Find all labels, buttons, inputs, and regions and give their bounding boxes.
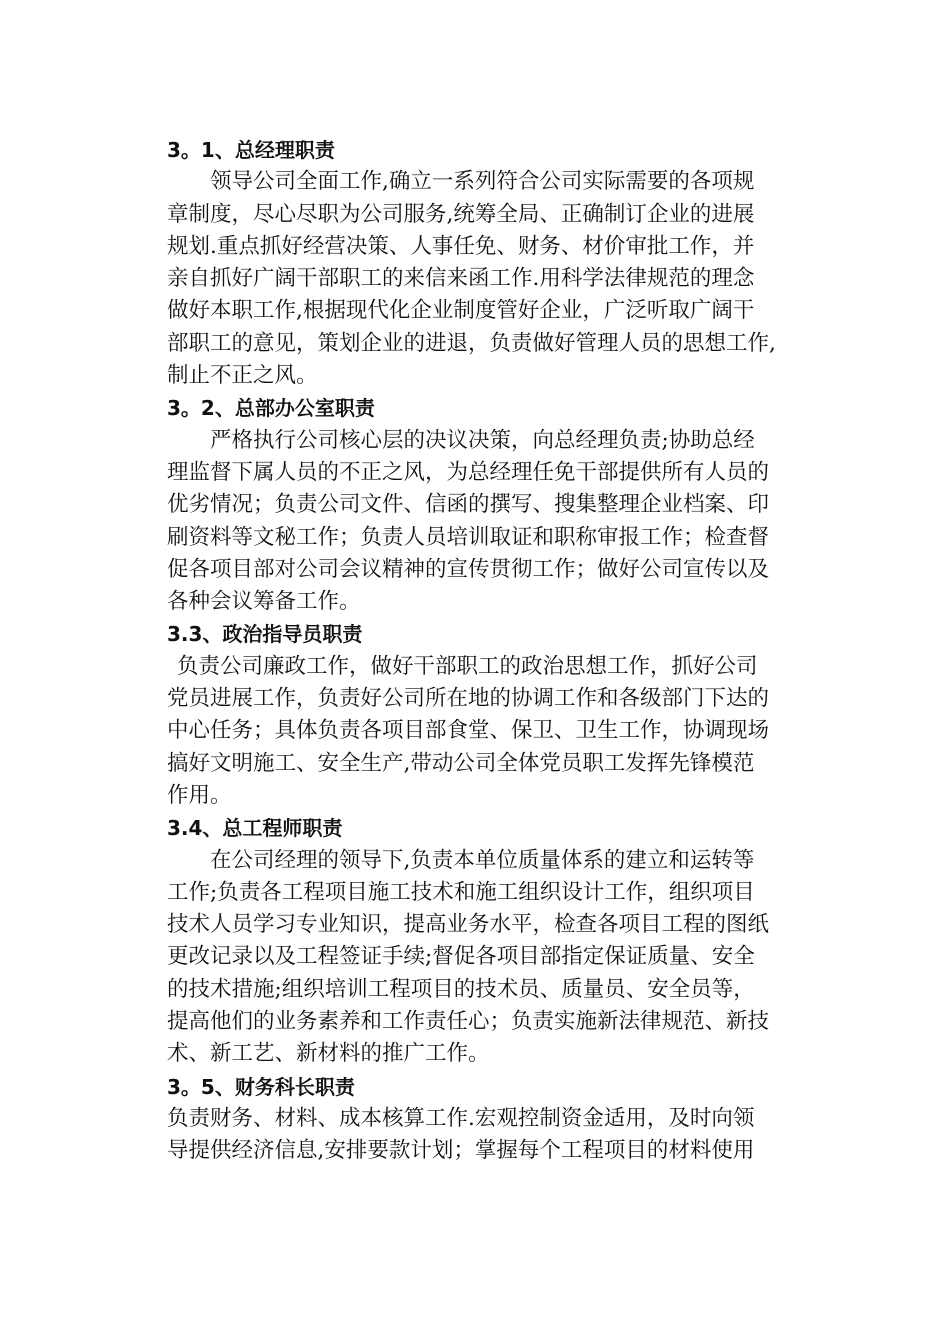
paragraph-line: 优劣情况；负责公司文件、信函的撰写、搜集整理企业档案、印 (167, 492, 770, 518)
paragraph-line: 工作;负责各工程项目施工技术和施工组织设计工作，组织项目 (167, 879, 755, 905)
section-finance-chief (167, 1071, 787, 1168)
paragraph-line: 导提供经济信息,安排要款计划；掌握每个工程项目的材料使用 (167, 1138, 755, 1164)
section-general-manager (167, 134, 787, 392)
paragraph-line: 部职工的意见，策划企业的进退，负责做好管理人员的思想工作, (167, 330, 776, 356)
paragraph-line: 作用。 (167, 782, 232, 808)
paragraph-line: 各种会议筹备工作。 (167, 589, 361, 615)
section-heading: 3。1、总经理职责 (167, 138, 335, 162)
paragraph-line: 领导公司全面工作,确立一系列符合公司实际需要的各项规 (210, 169, 755, 195)
paragraph-line: 术、新工艺、新材料的推广工作。 (167, 1041, 490, 1067)
section-head-office (167, 392, 787, 618)
paragraph-line: 提高他们的业务素养和工作责任心；负责实施新法律规范、新技 (167, 1009, 770, 1035)
section-heading: 3.3、政治指导员职责 (167, 622, 363, 647)
paragraph-line: 刷资料等文秘工作；负责人员培训取证和职称审报工作；检查督 (167, 524, 770, 550)
section-heading: 3。5、财务科长职责 (167, 1074, 355, 1099)
paragraph-line: 制止不正之风。 (167, 363, 318, 389)
paragraph-line: 更改记录以及工程签证手续;督促各项目部指定保证质量、安全 (167, 944, 755, 970)
paragraph-line: 做好本职工作,根据现代化企业制度管好企业，广泛听取广阔干 (167, 298, 755, 324)
section-political-instructor (167, 618, 787, 812)
paragraph-line: 的技术措施;组织培训工程项目的技术员、质量员、安全员等， (167, 976, 755, 1002)
paragraph-line: 中心任务；具体负责各项目部食堂、保卫、卫生工作，协调现场 (167, 718, 770, 744)
section-heading: 3。2、总部办公室职责 (167, 396, 375, 421)
paragraph-line: 促各项目部对公司会议精神的宣传贯彻工作；做好公司宣传以及 (167, 556, 770, 582)
paragraph-line: 严格执行公司核心层的决议决策，向总经理负责;协助总经 (210, 427, 755, 453)
paragraph-line: 负责公司廉政工作，做好干部职工的政治思想工作，抓好公司 (177, 653, 758, 679)
section-chief-engineer (167, 812, 787, 1070)
paragraph-line: 技术人员学习专业知识，提高业务水平，检查各项目工程的图纸 (167, 912, 770, 938)
paragraph-line: 规划.重点抓好经营决策、人事任免、财务、材价审批工作，并 (167, 233, 755, 259)
paragraph-line: 理监督下属人员的不正之风，为总经理任免干部提供所有人员的 (167, 459, 770, 485)
paragraph-line: 在公司经理的领导下,负责本单位质量体系的建立和运转等 (210, 847, 755, 873)
document-body (167, 134, 787, 1168)
section-heading: 3.4、总工程师职责 (167, 816, 343, 841)
paragraph-line: 党员进展工作，负责好公司所在地的协调工作和各级部门下达的 (167, 686, 770, 712)
paragraph-line: 亲自抓好广阔干部职工的来信来函工作.用科学法律规范的理念 (167, 266, 755, 292)
paragraph-line: 搞好文明施工、安全生产,带动公司全体党员职工发挥先锋模范 (167, 750, 755, 776)
paragraph-line: 负责财务、材料、成本核算工作.宏观控制资金适用，及时向领 (167, 1105, 755, 1131)
paragraph-line: 章制度，尽心尽职为公司服务,统筹全局、正确制订企业的进展 (167, 201, 755, 227)
